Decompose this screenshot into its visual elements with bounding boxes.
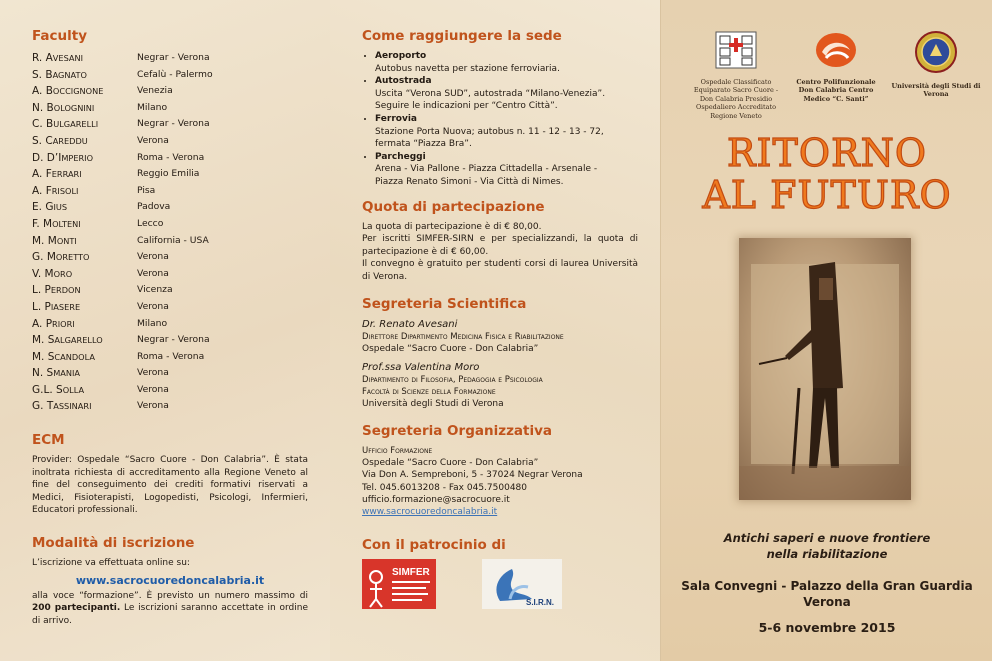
- faculty-surname: SMANIA: [46, 367, 81, 380]
- faculty-name: G.L. SOLLA: [32, 383, 85, 396]
- faculty-row: [32, 183, 308, 200]
- hospital-logo: [691, 30, 781, 120]
- faculty-row: [32, 216, 308, 233]
- faculty-city: Verona: [137, 267, 169, 279]
- faculty-city: Lecco: [137, 217, 164, 229]
- faculty-city: Negrar - Verona: [137, 334, 210, 346]
- patrocinio-logos: [362, 559, 638, 609]
- faculty-city: Verona: [137, 383, 169, 395]
- faculty-name: V. MORO: [32, 267, 73, 280]
- faculty-city: Roma - Verona: [137, 151, 205, 163]
- scientifica-person1-role: Direttore Dipartimento Medicina Fisica e Riabilitazione: [362, 331, 564, 342]
- univr-logo-caption: Università degli Studi di Verona: [891, 82, 981, 99]
- faculty-city: Reggio Emilia: [137, 168, 200, 180]
- faculty-surname: CAREDDU: [45, 134, 88, 147]
- cover-photo: [739, 238, 911, 500]
- scientifica-heading: Segreteria Scientifica: [362, 295, 527, 312]
- cover-venue-line1: Sala Convegni - Palazzo della Gran Guardia: [681, 579, 973, 593]
- svg-text:SIMFER: SIMFER: [392, 567, 430, 579]
- faculty-row: [32, 316, 308, 333]
- faculty-city: Verona: [137, 367, 169, 379]
- ecm-heading: ECM: [32, 432, 65, 449]
- faculty-name: D. D’IMPERIO: [32, 151, 94, 164]
- hospital-cross-icon: [714, 30, 758, 70]
- scientifica-person2-org: Università degli Studi di Verona: [362, 399, 504, 410]
- faculty-name: N. SMANIA: [32, 367, 81, 380]
- faculty-name: S. BAGNATO: [32, 68, 87, 81]
- faculty-city: Verona: [137, 300, 169, 312]
- faculty-surname: GIUS: [45, 201, 68, 214]
- faculty-surname: FRISOLI: [45, 184, 79, 197]
- faculty-row: [32, 100, 308, 117]
- come-item-parcheggi: • Parcheggi Arena - Via Pallone - Piazza Cittadella - Arsenale - Piazza Renato Simoni - Via Città di Nimes.: [375, 151, 638, 189]
- scientifica-person2-role1: Dipartimento di Filosofia, Pedagogia e Psicologia: [362, 375, 543, 386]
- sepia-figure-image: [739, 238, 911, 500]
- scientifica-person1-name: Dr. Renato Avesani: [362, 318, 458, 330]
- organizzativa-heading: Segreteria Organizzativa: [362, 422, 553, 439]
- cover-title-line2: AL FUTURO: [702, 173, 952, 217]
- faculty-name: A. PRIORI: [32, 317, 75, 330]
- come-item-autostrada: • Autostrada Uscita “Verona SUD”, autostrada “Milano-Venezia”. Seguire le indicazioni per “Centro Città”.: [375, 75, 638, 113]
- organizzativa-office: Ufficio Formazione: [362, 445, 433, 456]
- faculty-surname: BOCCIGNONE: [45, 85, 104, 98]
- faculty-city: Cefalù - Palermo: [137, 68, 213, 80]
- faculty-heading: Faculty: [32, 28, 88, 44]
- organizzativa-line-1: Ospedale “Sacro Cuore - Don Calabria”: [362, 457, 539, 468]
- quota-line-2: Per iscritti SIMFER-SIRN e per specializzandi, la quota di partecipazione è di € 60,00.: [362, 234, 638, 257]
- cover-panel: [660, 0, 992, 661]
- quota-line-3: Il convegno è gratuito per studenti corsi di laurea Università di Verona.: [362, 259, 638, 282]
- faculty-city: Verona: [137, 400, 169, 412]
- quota-line-1: La quota di partecipazione è di € 80,00.: [362, 221, 542, 232]
- cover-date: 5-6 novembre 2015: [758, 620, 896, 635]
- faculty-surname: PERDON: [44, 284, 81, 297]
- iscrizione-link[interactable]: www.sacrocuoredoncalabria.it: [75, 573, 265, 587]
- iscrizione-heading: Modalità di iscrizione: [32, 535, 195, 552]
- cover-logos: [691, 30, 981, 120]
- sirn-logo: [482, 559, 562, 609]
- faculty-surname: SALGARELLO: [47, 334, 103, 347]
- faculty-row: [32, 266, 308, 283]
- faculty-row: [32, 349, 308, 366]
- scientifica-person1-org: Ospedale “Sacro Cuore - Don Calabria”: [362, 343, 539, 354]
- cover-venue-line2: Verona: [803, 595, 851, 609]
- faculty-name: F. MOLTENI: [32, 217, 81, 230]
- faculty-surname: PIASERE: [44, 300, 81, 313]
- come-heading: Come raggiungere la sede: [362, 28, 562, 44]
- hospital-logo-caption: Ospedale Classificato Equiparato Sacro Cuore - Don Calabria Presidio Ospedaliero Accreditato Regione Veneto: [693, 78, 779, 120]
- faculty-row: [32, 299, 308, 316]
- faculty-name: G. MORETTO: [32, 251, 90, 264]
- scientifica-person2-name: Prof.ssa Valentina Moro: [362, 362, 480, 374]
- iscrizione-text: alla voce “formazione”. È previsto un numero massimo di 200 partecipanti. Le iscrizioni saranno accettate in ordine di arrivo.: [32, 590, 308, 626]
- faculty-surname: SOLLA: [56, 383, 85, 396]
- faculty-name: A. BOCCIGNONE: [32, 85, 104, 98]
- faculty-surname: D’IMPERIO: [46, 151, 94, 164]
- faculty-city: Verona: [137, 251, 169, 263]
- faculty-name: L. PIASERE: [32, 300, 81, 313]
- faculty-city: Verona: [137, 134, 169, 146]
- faculty-row: [32, 332, 308, 349]
- iscrizione-intro: L’iscrizione va effettuata online su:: [32, 558, 190, 569]
- cover-subtitle-line1: Antichi saperi e nuove frontiere: [723, 531, 931, 545]
- cover-venue: [661, 578, 992, 610]
- come-item-aeroporto: • Aeroporto Autobus navetta per stazione ferroviaria.: [375, 50, 638, 75]
- faculty-row: [32, 67, 308, 84]
- left-panel: [0, 0, 330, 661]
- organizzativa-email[interactable]: ufficio.formazione@sacrocuore.it: [362, 495, 510, 506]
- faculty-surname: MORETTO: [46, 251, 90, 264]
- faculty-name: N. BOLOGNINI: [32, 101, 95, 114]
- faculty-name: A. FERRARI: [32, 168, 82, 181]
- faculty-city: Milano: [137, 101, 168, 113]
- faculty-name: M. SALGARELLO: [32, 334, 103, 347]
- faculty-city: Padova: [137, 201, 171, 213]
- faculty-surname: TASSINARI: [46, 400, 92, 413]
- faculty-city: Pisa: [137, 184, 156, 196]
- centro-emblem-icon: [812, 30, 860, 70]
- come-list: [362, 50, 638, 189]
- faculty-surname: BAGNATO: [45, 68, 87, 81]
- faculty-row: [32, 398, 308, 415]
- faculty-name: M. MONTI: [32, 234, 77, 247]
- sirn-emblem-icon: [482, 559, 562, 609]
- faculty-surname: MORO: [44, 267, 73, 280]
- cover-title-line1: RITORNO: [726, 131, 928, 175]
- faculty-row: [32, 166, 308, 183]
- faculty-row: [32, 249, 308, 266]
- faculty-name: M. SCANDOLA: [32, 350, 95, 363]
- cover-subtitle-line2: nella riabilitazione: [766, 547, 888, 561]
- faculty-surname: BOLOGNINI: [46, 101, 95, 114]
- organizzativa-line-2: Via Don A. Sempreboni, 5 - 37024 Negrar Verona: [362, 470, 583, 481]
- simfer-emblem-icon: [362, 559, 436, 609]
- faculty-city: Vicenza: [137, 284, 173, 296]
- faculty-row: [32, 50, 308, 67]
- cover-subtitle: [661, 530, 992, 562]
- faculty-city: Negrar - Verona: [137, 118, 210, 130]
- faculty-city: Venezia: [137, 85, 173, 97]
- scientifica-person2-role2: Facoltà di Scienze della Formazione: [362, 387, 496, 398]
- centro-logo-caption: Centro Polifunzionale Don Calabria Centro Medico “C. Santi”: [796, 78, 876, 103]
- faculty-list: [32, 50, 308, 415]
- faculty-name: C. BULGARELLI: [32, 118, 99, 131]
- faculty-city: Milano: [137, 317, 168, 329]
- faculty-surname: MONTI: [47, 234, 77, 247]
- faculty-row: [32, 83, 308, 100]
- faculty-row: [32, 199, 308, 216]
- cover-title: [661, 132, 992, 216]
- univr-seal-icon: [914, 30, 958, 74]
- middle-panel: [330, 0, 660, 661]
- faculty-surname: BULGARELLI: [46, 118, 99, 131]
- faculty-name: R. AVESANI: [32, 52, 84, 64]
- come-item-ferrovia: • Ferrovia Stazione Porta Nuova; autobus n. 11 - 12 - 13 - 72, fermata “Piazza Bra”.: [375, 113, 638, 151]
- faculty-surname: MOLTENI: [43, 217, 81, 230]
- faculty-surname: AVESANI: [45, 52, 84, 64]
- faculty-city: Roma - Verona: [137, 350, 205, 362]
- faculty-row: [32, 282, 308, 299]
- faculty-name: L. PERDON: [32, 284, 81, 297]
- faculty-surname: PRIORI: [45, 317, 75, 330]
- faculty-row: [32, 382, 308, 399]
- faculty-city: Negrar - Verona: [137, 52, 210, 63]
- faculty-surname: SCANDOLA: [47, 350, 95, 363]
- simfer-logo: [362, 559, 436, 609]
- faculty-row: [32, 365, 308, 382]
- centro-logo: [791, 30, 881, 120]
- faculty-name: A. FRISOLI: [32, 184, 79, 197]
- faculty-surname: FERRARI: [45, 168, 82, 181]
- faculty-name: S. CAREDDU: [32, 134, 88, 147]
- faculty-row: [32, 133, 308, 150]
- svg-text:S.I.R.N.: S.I.R.N.: [526, 598, 555, 608]
- faculty-row: [32, 233, 308, 250]
- faculty-row: [32, 150, 308, 167]
- quota-heading: Quota di partecipazione: [362, 198, 545, 215]
- organizzativa-line-3: Tel. 045.6013208 - Fax 045.7500480: [362, 482, 527, 493]
- patrocinio-heading: Con il patrocinio di: [362, 537, 506, 554]
- faculty-name: G. TASSINARI: [32, 400, 92, 413]
- faculty-name: E. GIUS: [32, 201, 68, 214]
- univr-logo: [891, 30, 981, 120]
- ecm-text: Provider: Ospedale “Sacro Cuore - Don Calabria”. È stata inoltrata richiesta di accreditamento alla Regione Veneto al fine del conseguimento dei crediti formativi riservati a Medici, Fisioterapisti, Logopedisti, Psicologi, Infermieri, Educatori professionali.: [32, 455, 308, 516]
- faculty-row: [32, 116, 308, 133]
- faculty-city: California - USA: [137, 234, 209, 246]
- organizzativa-link[interactable]: www.sacrocuoredoncalabria.it: [362, 507, 498, 518]
